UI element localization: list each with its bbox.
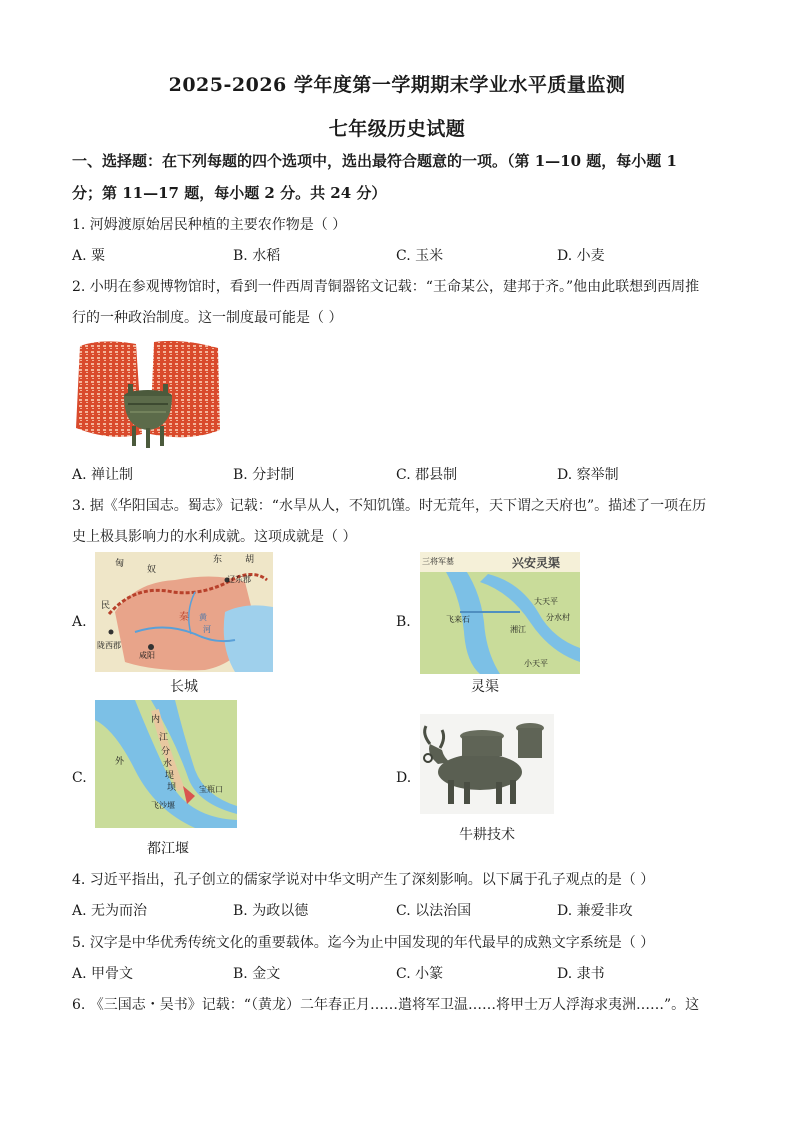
question-3-stem-line2: 史上极具影响力的水利成就。这项成就是（ ） bbox=[72, 529, 357, 545]
question-3-option-d-caption: 牛耕技术 bbox=[459, 827, 515, 843]
question-3-option-a-caption: 长城 bbox=[170, 679, 198, 695]
question-1-stem: 1. 河姆渡原始居民种植的主要农作物是（ ） bbox=[72, 217, 347, 233]
question-3-option-b-letter[interactable]: B. bbox=[396, 614, 411, 630]
question-5-option-b[interactable]: B. 金文 bbox=[233, 966, 281, 982]
question-4-option-b[interactable]: B. 为政以德 bbox=[233, 903, 309, 919]
question-4-option-c[interactable]: C. 以法治国 bbox=[396, 903, 472, 919]
question-3-option-a-letter[interactable]: A. bbox=[72, 614, 87, 630]
map-a-label-min: 民 bbox=[101, 601, 111, 611]
map-c-label-jiang: 江 bbox=[159, 733, 169, 743]
question-5-option-d[interactable]: D. 隶书 bbox=[557, 966, 605, 982]
question-5-option-c[interactable]: C. 小篆 bbox=[396, 966, 444, 982]
question-5-stem: 5. 汉字是中华优秀传统文化的重要载体。迄今为止中国发现的年代最早的成熟文字系统是（ ） bbox=[72, 935, 655, 951]
bronze-vessel-inscription-image bbox=[72, 338, 224, 450]
question-3-option-c-caption: 都江堰 bbox=[147, 841, 189, 857]
map-c-label-baopingkou: 宝瓶口 bbox=[199, 785, 223, 794]
question-3-stem-line1: 3. 据《华阳国志。蜀志》记载：“水旱从人，不知饥馑。时无荒年，天下谓之天府也”。描述了一项在历 bbox=[72, 498, 707, 514]
question-3-option-c-letter[interactable]: C. bbox=[72, 770, 87, 786]
bronze-ox-image[interactable] bbox=[420, 714, 554, 814]
map-a-label-longxi: 陇西郡 bbox=[97, 641, 121, 650]
map-a-label-nu: 奴 bbox=[147, 565, 157, 575]
section-instruction-line2: 分；第 11—17 题，每小题 2 分。共 24 分） bbox=[72, 184, 387, 202]
exam-title: 2025-2026 学年度第一学期期末学业水平质量监测 bbox=[168, 74, 626, 96]
question-2-option-d[interactable]: D. 察举制 bbox=[557, 467, 619, 483]
question-1-option-d[interactable]: D. 小麦 bbox=[557, 248, 605, 264]
map-c-label-di: 堤 bbox=[165, 771, 175, 781]
question-5-option-a[interactable]: A. 甲骨文 bbox=[72, 966, 134, 982]
map-b-label-feilaishi: 飞来石 bbox=[446, 615, 470, 624]
question-2-option-a[interactable]: A. 禅让制 bbox=[72, 467, 134, 483]
question-2-stem-line2: 行的一种政治制度。这一制度最可能是（ ） bbox=[72, 310, 343, 326]
question-3-option-b-caption: 灵渠 bbox=[471, 679, 499, 695]
question-1-option-c[interactable]: C. 玉米 bbox=[396, 248, 444, 264]
map-c-label-wai: 外 bbox=[115, 757, 125, 767]
question-1-option-a[interactable]: A. 粟 bbox=[72, 248, 106, 264]
map-a-label-xiong: 匈 bbox=[115, 559, 125, 569]
map-a-label-liaodong: 辽东郡 bbox=[227, 575, 251, 584]
dujiangyan-map-image[interactable] bbox=[95, 700, 237, 828]
map-a-label-hu: 胡 bbox=[245, 555, 255, 565]
section-instruction-line1: 一、选择题：在下列每题的四个选项中，选出最符合题意的一项。（第 1—10 题，每小题 1 bbox=[72, 152, 677, 170]
question-4-option-d[interactable]: D. 兼爱非攻 bbox=[557, 903, 633, 919]
map-b-label-xiangjiang: 湘江 bbox=[510, 625, 526, 634]
question-6-stem: 6. 《三国志・吴书》记载：“（黄龙）二年春正月……遣将军卫温……将甲士万人浮海求夷洲……”。这 bbox=[72, 997, 700, 1013]
map-a-label-xianyang: 咸阳 bbox=[139, 651, 155, 660]
map-a-label-he: 河 bbox=[203, 625, 211, 634]
question-2-stem-line1: 2. 小明在参观博物馆时，看到一件西周青铜器铭文记载：“王命某公，建邦于齐。”他由此联想到西周推 bbox=[72, 279, 700, 295]
map-b-label-tomb: 三将军墓 bbox=[422, 557, 454, 566]
map-b-title: 兴安灵渠 bbox=[512, 556, 561, 570]
lingqu-canal-map-image[interactable] bbox=[420, 552, 580, 674]
question-2-option-b[interactable]: B. 分封制 bbox=[233, 467, 295, 483]
map-c-label-ba: 坝 bbox=[167, 783, 177, 793]
map-b-label-datianping: 大天平 bbox=[534, 597, 558, 606]
map-b-label-xiaotianping: 小天平 bbox=[524, 659, 548, 668]
map-c-label-feishayan: 飞沙堰 bbox=[151, 801, 175, 810]
question-4-stem: 4. 习近平指出，孔子创立的儒家学说对中华文明产生了深刻影响。以下属于孔子观点的是（ ） bbox=[72, 872, 655, 888]
map-c-label-fen: 分 bbox=[161, 747, 171, 757]
map-c-label-nei: 内 bbox=[151, 715, 161, 725]
map-a-label-qin: 秦 bbox=[179, 612, 189, 623]
question-1-option-b[interactable]: B. 水稻 bbox=[233, 248, 281, 264]
map-a-label-dong: 东 bbox=[213, 555, 223, 565]
question-2-option-c[interactable]: C. 郡县制 bbox=[396, 467, 458, 483]
map-b-label-fenshuicun: 分水村 bbox=[546, 613, 570, 622]
map-c-label-shui: 水 bbox=[163, 759, 173, 769]
map-a-label-huang: 黄 bbox=[199, 613, 207, 622]
exam-subtitle: 七年级历史试题 bbox=[328, 118, 466, 140]
great-wall-map-image[interactable] bbox=[95, 552, 273, 672]
question-4-option-a[interactable]: A. 无为而治 bbox=[72, 903, 148, 919]
question-3-option-d-letter[interactable]: D. bbox=[396, 770, 412, 786]
